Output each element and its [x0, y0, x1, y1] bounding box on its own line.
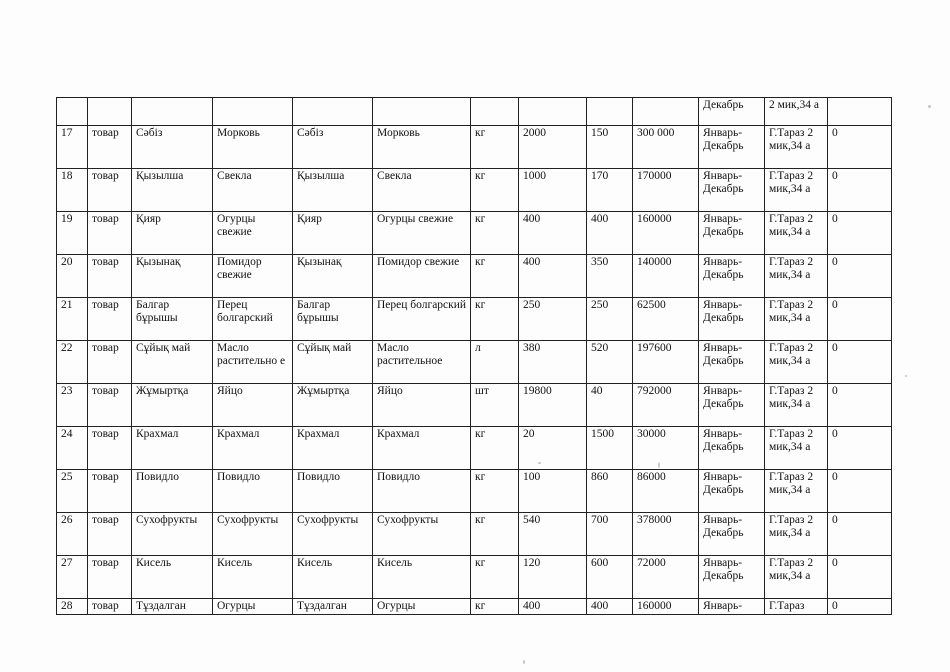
unit-cell: кг	[471, 427, 519, 470]
scan-speck	[523, 660, 525, 664]
type-cell: товар	[88, 126, 132, 169]
cell	[828, 98, 892, 126]
place-cell: Г.Тараз 2 мик,34 а	[765, 556, 828, 599]
row-number-cell: 24	[57, 427, 88, 470]
unit-cell: л	[471, 341, 519, 384]
sum-cell: 86000	[633, 470, 699, 513]
unit-cell: кг	[471, 298, 519, 341]
name-ru-2-cell: Повидло	[373, 470, 471, 513]
name-kz-cell: Сухофрукты	[132, 513, 213, 556]
value-cell: 0	[828, 427, 892, 470]
quantity-cell: 400	[519, 255, 587, 298]
table-row	[57, 169, 892, 212]
quantity-cell: 20	[519, 427, 587, 470]
period-cell: Январь-	[699, 599, 765, 615]
unit-cell: кг	[471, 169, 519, 212]
name-ru-cell: Сухофрукты	[213, 513, 293, 556]
quantity-cell: 1000	[519, 169, 587, 212]
price-cell: 350	[587, 255, 633, 298]
place-cell: Г.Тараз 2 мик,34 а	[765, 384, 828, 427]
table-row	[57, 470, 892, 513]
name-kz-2-cell: Кисель	[293, 556, 373, 599]
type-cell: товар	[88, 599, 132, 615]
type-cell: товар	[88, 384, 132, 427]
scan-speck	[928, 105, 931, 108]
place-cell: Г.Тараз 2 мик,34 а	[765, 212, 828, 255]
table-row	[57, 126, 892, 169]
period-cell: Январь-Декабрь	[699, 298, 765, 341]
price-cell: 600	[587, 556, 633, 599]
type-cell: товар	[88, 169, 132, 212]
value-cell: 0	[828, 470, 892, 513]
sum-cell: 378000	[633, 513, 699, 556]
value-cell: 0	[828, 298, 892, 341]
table-row	[57, 298, 892, 341]
quantity-cell: 19800	[519, 384, 587, 427]
value-cell: 0	[828, 556, 892, 599]
cell	[519, 98, 587, 126]
name-ru-2-cell: Свекла	[373, 169, 471, 212]
sum-cell: 197600	[633, 341, 699, 384]
name-kz-2-cell: Балгар бұрышы	[293, 298, 373, 341]
type-cell: товар	[88, 255, 132, 298]
unit-cell: кг	[471, 599, 519, 615]
cell	[373, 98, 471, 126]
quantity-cell: 100	[519, 470, 587, 513]
cell	[293, 98, 373, 126]
name-ru-cell: Повидло	[213, 470, 293, 513]
row-number-cell: 18	[57, 169, 88, 212]
period-cell: Январь-Декабрь	[699, 556, 765, 599]
name-ru-2-cell: Огурцы	[373, 599, 471, 615]
row-number-cell: 22	[57, 341, 88, 384]
type-cell: товар	[88, 298, 132, 341]
cell	[132, 98, 213, 126]
name-kz-2-cell: Жұмыртқа	[293, 384, 373, 427]
cell	[587, 98, 633, 126]
value-cell: 0	[828, 212, 892, 255]
sum-cell: 72000	[633, 556, 699, 599]
price-cell: 860	[587, 470, 633, 513]
cell	[633, 98, 699, 126]
name-kz-2-cell: Повидло	[293, 470, 373, 513]
row-number-cell: 28	[57, 599, 88, 615]
name-kz-cell: Жұмыртқа	[132, 384, 213, 427]
name-kz-2-cell: Сәбіз	[293, 126, 373, 169]
name-ru-2-cell: Огурцы свежие	[373, 212, 471, 255]
name-kz-2-cell: Қызылша	[293, 169, 373, 212]
cell	[57, 98, 88, 126]
name-kz-2-cell: Қызынақ	[293, 255, 373, 298]
type-cell: товар	[88, 513, 132, 556]
name-ru-cell: Крахмал	[213, 427, 293, 470]
unit-cell: шт	[471, 384, 519, 427]
name-kz-cell: Қызылша	[132, 169, 213, 212]
row-number-cell: 26	[57, 513, 88, 556]
quantity-cell: 400	[519, 599, 587, 615]
row-number-cell: 20	[57, 255, 88, 298]
place-cell: Г.Тараз 2 мик,34 а	[765, 470, 828, 513]
name-kz-cell: Балгар бұрышы	[132, 298, 213, 341]
quantity-cell: 2000	[519, 126, 587, 169]
value-cell: 0	[828, 341, 892, 384]
period-cell: Январь-Декабрь	[699, 212, 765, 255]
unit-cell: кг	[471, 126, 519, 169]
row-number-cell: 17	[57, 126, 88, 169]
table-row	[57, 341, 892, 384]
sum-cell: 62500	[633, 298, 699, 341]
quantity-cell: 400	[519, 212, 587, 255]
period-cell: Январь-Декабрь	[699, 255, 765, 298]
type-cell: товар	[88, 470, 132, 513]
period-cell: Январь-Декабрь	[699, 341, 765, 384]
quantity-cell: 380	[519, 341, 587, 384]
table-row	[57, 98, 892, 126]
price-cell: 250	[587, 298, 633, 341]
table-row	[57, 513, 892, 556]
place-cell: Г.Тараз 2 мик,34 а	[765, 513, 828, 556]
price-cell: 400	[587, 212, 633, 255]
place-cell: Г.Тараз 2 мик,34 а	[765, 255, 828, 298]
name-kz-cell: Қияр	[132, 212, 213, 255]
place-cell: Г.Тараз 2 мик,34 а	[765, 126, 828, 169]
name-kz-2-cell: Сұйық май	[293, 341, 373, 384]
name-kz-2-cell: Сухофрукты	[293, 513, 373, 556]
name-kz-2-cell: Тұздалган	[293, 599, 373, 615]
name-ru-cell: Огурцы	[213, 599, 293, 615]
name-ru-2-cell: Морковь	[373, 126, 471, 169]
price-cell: 520	[587, 341, 633, 384]
unit-cell: кг	[471, 470, 519, 513]
sum-cell: 140000	[633, 255, 699, 298]
name-ru-2-cell: Помидор свежие	[373, 255, 471, 298]
sum-cell: 160000	[633, 212, 699, 255]
scan-speck	[905, 375, 907, 377]
name-kz-cell: Сәбіз	[132, 126, 213, 169]
name-ru-cell: Свекла	[213, 169, 293, 212]
period-cell: Январь-Декабрь	[699, 169, 765, 212]
place-cell: Г.Тараз 2 мик,34 а	[765, 169, 828, 212]
period-cell: Январь-Декабрь	[699, 126, 765, 169]
name-kz-2-cell: Крахмал	[293, 427, 373, 470]
table-row	[57, 212, 892, 255]
name-ru-2-cell: Сухофрукты	[373, 513, 471, 556]
unit-cell: кг	[471, 513, 519, 556]
price-cell: 1500	[587, 427, 633, 470]
name-kz-cell: Тұздалган	[132, 599, 213, 615]
value-cell: 0	[828, 513, 892, 556]
place-cell: Г.Тараз 2 мик,34 а	[765, 298, 828, 341]
row-number-cell: 27	[57, 556, 88, 599]
type-cell: товар	[88, 427, 132, 470]
name-ru-cell: Огурцы свежие	[213, 212, 293, 255]
name-kz-cell: Сұйық май	[132, 341, 213, 384]
unit-cell: кг	[471, 212, 519, 255]
place-cell: Г.Тараз	[765, 599, 828, 615]
name-kz-cell: Крахмал	[132, 427, 213, 470]
quantity-cell: 120	[519, 556, 587, 599]
name-ru-cell: Масло растительно е	[213, 341, 293, 384]
period-cell: Декабрь	[699, 98, 765, 126]
name-ru-cell: Морковь	[213, 126, 293, 169]
row-number-cell: 23	[57, 384, 88, 427]
place-cell: Г.Тараз 2 мик,34 а	[765, 427, 828, 470]
type-cell: товар	[88, 556, 132, 599]
price-cell: 400	[587, 599, 633, 615]
value-cell: 0	[828, 255, 892, 298]
name-kz-cell: Қызынақ	[132, 255, 213, 298]
name-ru-cell: Яйцо	[213, 384, 293, 427]
place-cell: 2 мик,34 а	[765, 98, 828, 126]
period-cell: Январь-Декабрь	[699, 470, 765, 513]
procurement-table	[56, 97, 892, 615]
table-row	[57, 556, 892, 599]
quantity-cell: 540	[519, 513, 587, 556]
value-cell: 0	[828, 126, 892, 169]
sum-cell: 160000	[633, 599, 699, 615]
row-number-cell: 19	[57, 212, 88, 255]
row-number-cell: 21	[57, 298, 88, 341]
name-ru-2-cell: Масло растительное	[373, 341, 471, 384]
sum-cell: 30000	[633, 427, 699, 470]
price-cell: 40	[587, 384, 633, 427]
unit-cell: кг	[471, 556, 519, 599]
period-cell: Январь-Декабрь	[699, 427, 765, 470]
price-cell: 170	[587, 169, 633, 212]
sum-cell: 792000	[633, 384, 699, 427]
name-kz-cell: Кисель	[132, 556, 213, 599]
period-cell: Январь-Декабрь	[699, 384, 765, 427]
sum-cell: 170000	[633, 169, 699, 212]
place-cell: Г.Тараз 2 мик,34 а	[765, 341, 828, 384]
value-cell: 0	[828, 169, 892, 212]
name-kz-cell: Повидло	[132, 470, 213, 513]
table-row	[57, 427, 892, 470]
cell	[88, 98, 132, 126]
period-cell: Январь-Декабрь	[699, 513, 765, 556]
name-kz-2-cell: Қияр	[293, 212, 373, 255]
name-ru-2-cell: Кисель	[373, 556, 471, 599]
row-number-cell: 25	[57, 470, 88, 513]
value-cell: 0	[828, 599, 892, 615]
name-ru-2-cell: Перец болгарский	[373, 298, 471, 341]
name-ru-cell: Помидор свежие	[213, 255, 293, 298]
quantity-cell: 250	[519, 298, 587, 341]
type-cell: товар	[88, 212, 132, 255]
cell	[471, 98, 519, 126]
sum-cell: 300 000	[633, 126, 699, 169]
name-ru-2-cell: Крахмал	[373, 427, 471, 470]
price-cell: 700	[587, 513, 633, 556]
cell	[213, 98, 293, 126]
table-row	[57, 255, 892, 298]
price-cell: 150	[587, 126, 633, 169]
table-row	[57, 384, 892, 427]
unit-cell: кг	[471, 255, 519, 298]
name-ru-cell: Перец болгарский	[213, 298, 293, 341]
name-ru-cell: Кисель	[213, 556, 293, 599]
type-cell: товар	[88, 341, 132, 384]
table-row	[57, 599, 892, 615]
value-cell: 0	[828, 384, 892, 427]
name-ru-2-cell: Яйцо	[373, 384, 471, 427]
